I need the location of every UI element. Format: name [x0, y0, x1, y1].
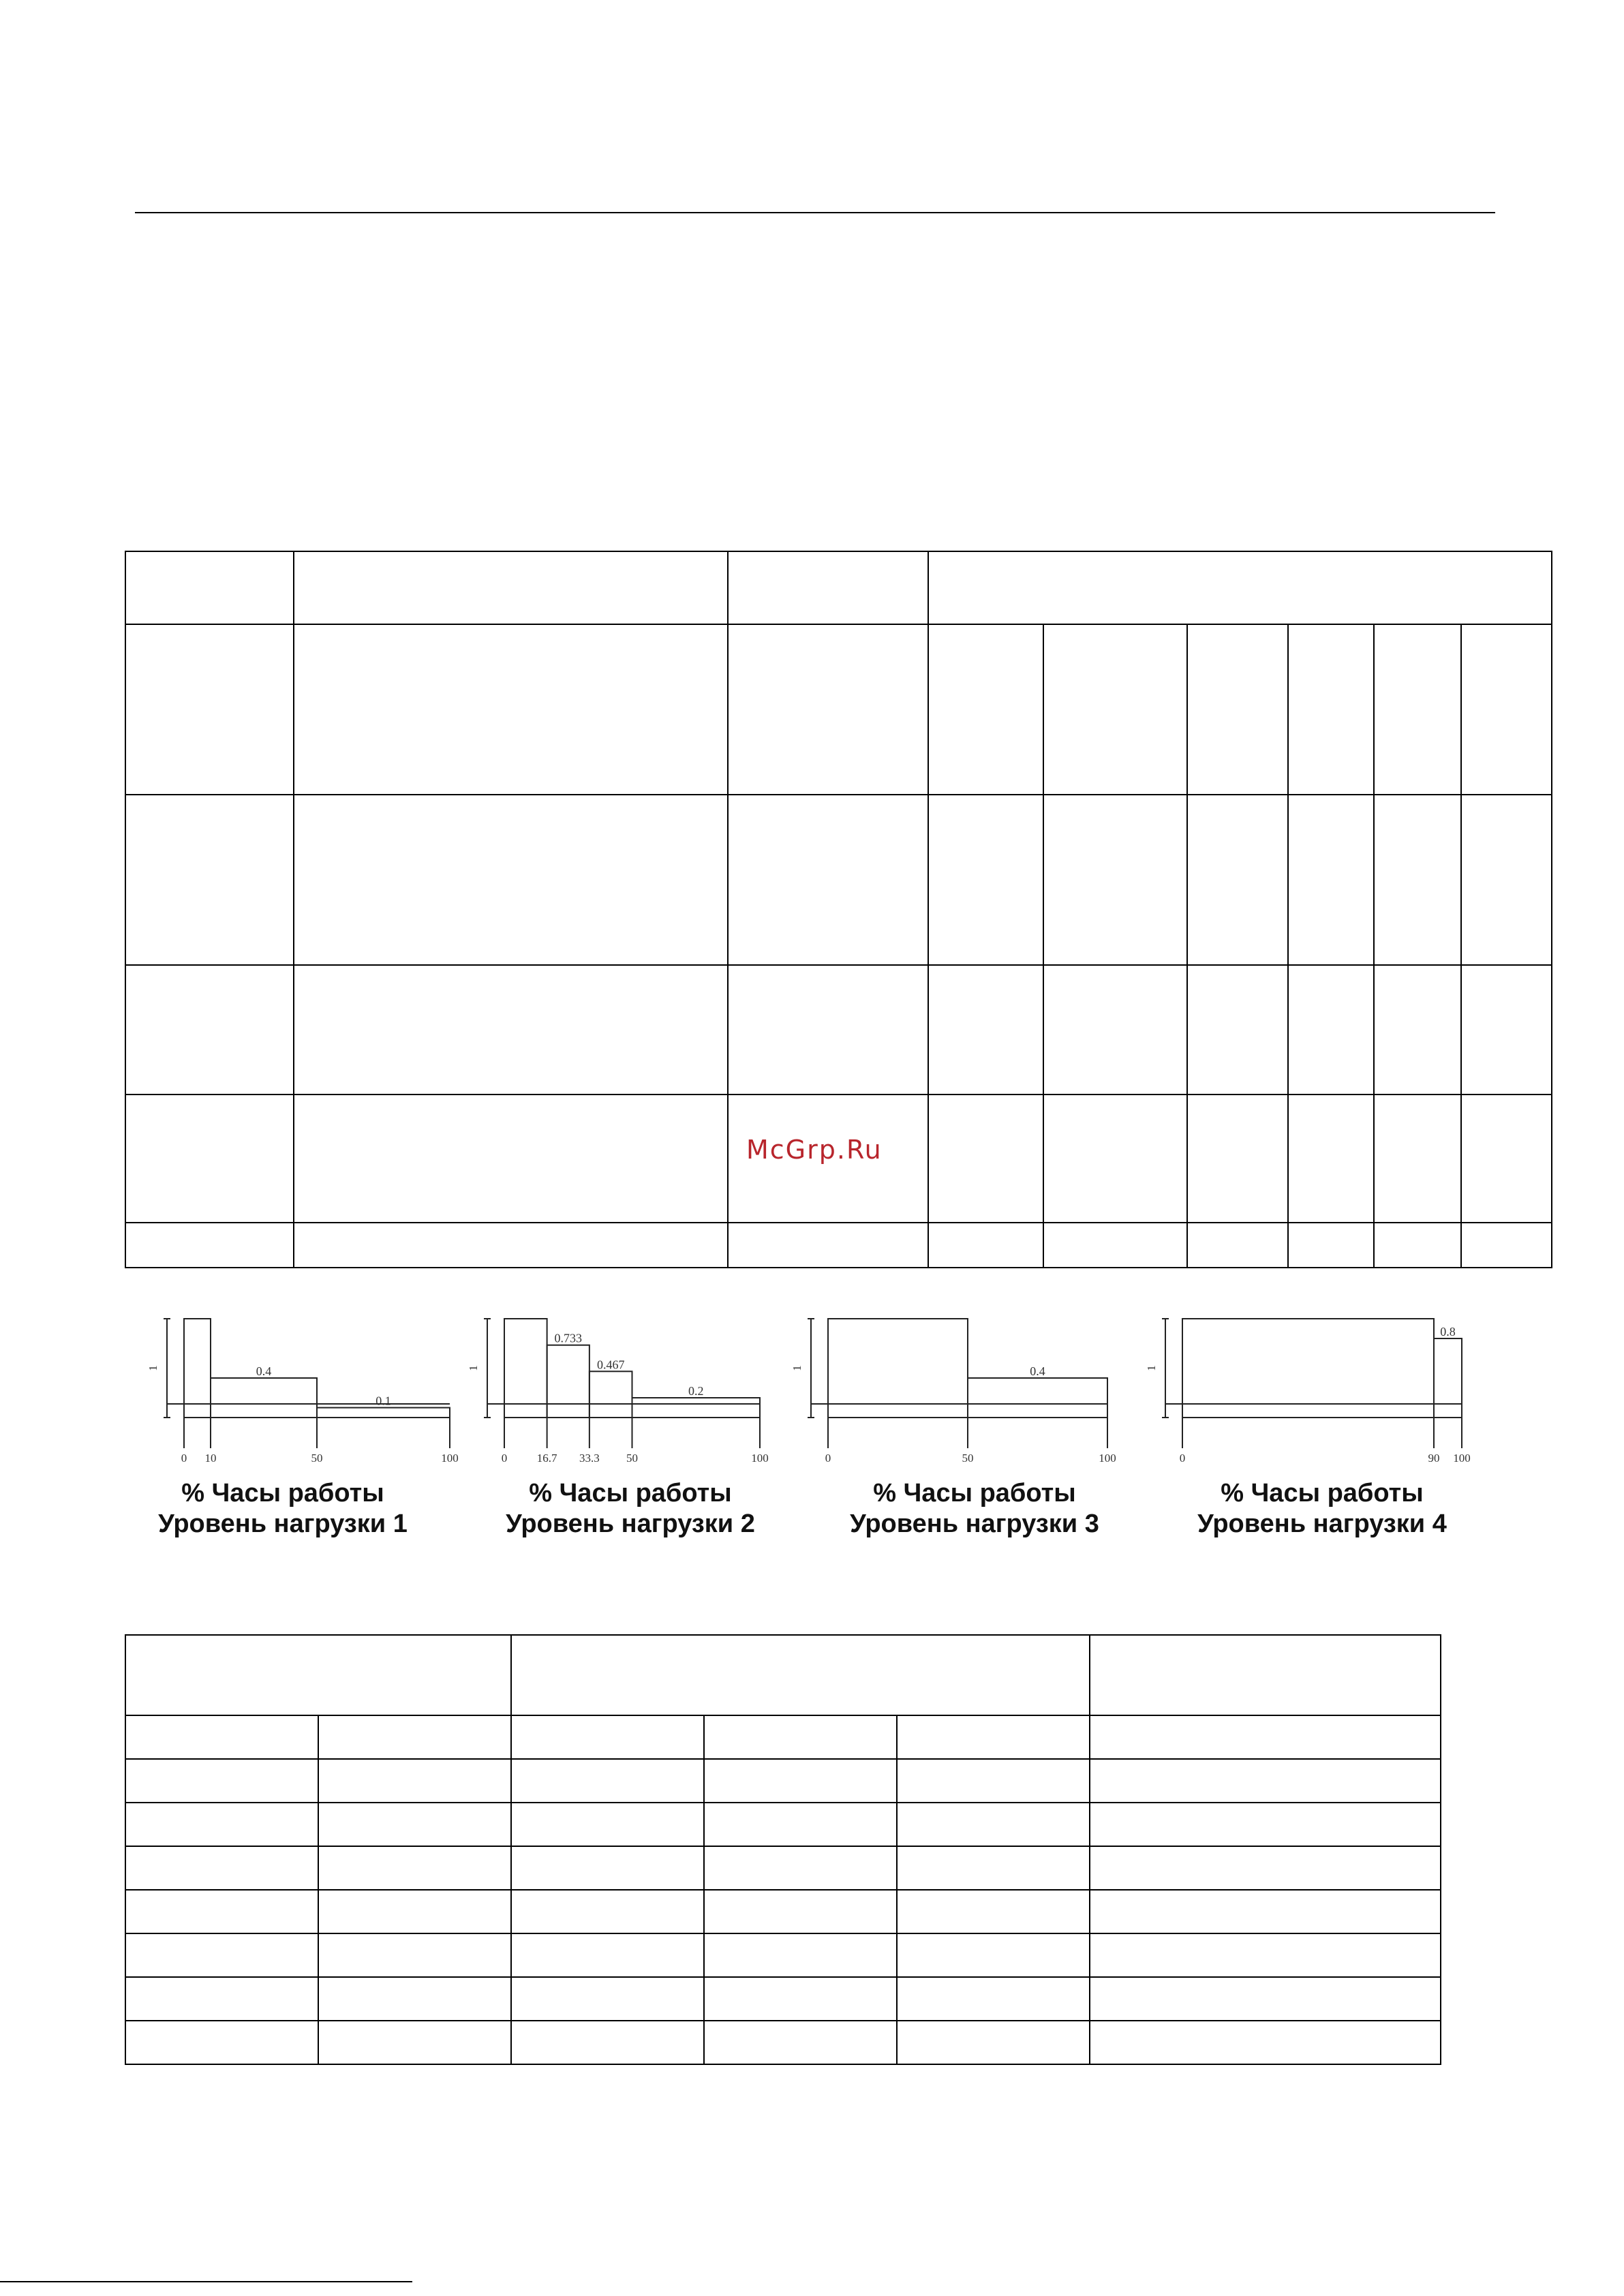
- table-cell: [704, 1803, 897, 1846]
- table-cell: [125, 551, 294, 624]
- table-cell: [1374, 624, 1461, 795]
- x-tick-label: 0: [825, 1452, 831, 1465]
- load-profile-charts: [112, 1298, 1496, 1550]
- x-tick-label: 90: [1428, 1452, 1440, 1465]
- table-cell: [294, 795, 728, 965]
- table-cell: [125, 624, 294, 795]
- data-label: 0.8: [1440, 1325, 1456, 1338]
- table-cell: [1090, 1803, 1441, 1846]
- x-tick-label: 10: [204, 1452, 217, 1465]
- x-tick-label: 33.3: [579, 1452, 600, 1465]
- table-cell: [1374, 1095, 1461, 1223]
- y-axis-label: 1: [1145, 1365, 1158, 1371]
- table-row: [125, 1846, 1441, 1890]
- x-tick-label: 0: [501, 1452, 508, 1465]
- table-cell: [318, 1846, 511, 1890]
- table-cell: [125, 795, 294, 965]
- table-row: [125, 1635, 1441, 1715]
- table-cell: [125, 2021, 318, 2064]
- table-cell: [125, 1635, 511, 1715]
- footnote-rule: [0, 2281, 412, 2282]
- table-row: [125, 1759, 1441, 1803]
- table-row: [125, 965, 1552, 1095]
- table-cell: [125, 1803, 318, 1846]
- table-cell: [928, 1095, 1043, 1223]
- x-tick-label: 50: [311, 1452, 323, 1465]
- table-cell: [125, 1890, 318, 1933]
- load-step-bar: [184, 1319, 211, 1418]
- chart-caption-hours: % Часы работы: [181, 1479, 384, 1507]
- table-cell: [125, 965, 294, 1095]
- table-cell: [1043, 795, 1187, 965]
- chart-caption-load-level: Уровень нагрузки 4: [1197, 1510, 1447, 1538]
- table-cell: [728, 795, 928, 965]
- table-cell: [318, 1803, 511, 1846]
- table-cell: [728, 965, 928, 1095]
- table-cell: [1090, 1890, 1441, 1933]
- load-step-bar: [828, 1319, 968, 1418]
- table-cell: [1043, 965, 1187, 1095]
- table-cell: [1374, 965, 1461, 1095]
- data-label: 0.4: [256, 1364, 272, 1378]
- table-cell: [511, 1803, 704, 1846]
- table-cell: [1461, 624, 1552, 795]
- table-cell: [318, 1933, 511, 1977]
- table-cell: [1043, 1223, 1187, 1268]
- x-tick-label: 100: [1099, 1452, 1116, 1465]
- data-label: 0.1: [376, 1394, 391, 1408]
- table-cell: [1461, 1223, 1552, 1268]
- chart-caption-hours: % Часы работы: [529, 1479, 732, 1507]
- table-cell: [1288, 965, 1374, 1095]
- load-step-bar: [211, 1378, 317, 1418]
- table-cell: [511, 2021, 704, 2064]
- table-cell: [704, 1715, 897, 1759]
- table-cell: [511, 1759, 704, 1803]
- watermark: McGrp.Ru: [746, 1135, 883, 1165]
- table-cell: [1187, 965, 1288, 1095]
- table-cell: [511, 1715, 704, 1759]
- table-row: [125, 2021, 1441, 2064]
- table-cell: [125, 1223, 294, 1268]
- table-cell: [728, 624, 928, 795]
- header-rule: [135, 212, 1495, 213]
- table-cell: [125, 1095, 294, 1223]
- table-cell: [728, 1223, 928, 1268]
- table-cell: [928, 965, 1043, 1095]
- table-cell: [511, 1933, 704, 1977]
- y-axis-label: 1: [147, 1365, 159, 1371]
- x-tick-label: 100: [441, 1452, 459, 1465]
- table-cell: [125, 1933, 318, 1977]
- table-cell: [125, 1759, 318, 1803]
- table-cell: [1288, 795, 1374, 965]
- table-row: [125, 1803, 1441, 1846]
- table-cell: [1090, 1759, 1441, 1803]
- table-row: [125, 1933, 1441, 1977]
- table-cell: [125, 1715, 318, 1759]
- table-row: [125, 624, 1552, 795]
- table-cell: [1461, 795, 1552, 965]
- table-cell: [897, 1803, 1090, 1846]
- table-cell: [897, 1933, 1090, 1977]
- table-row: [125, 1715, 1441, 1759]
- table-cell: [511, 1890, 704, 1933]
- load-profile-charts-svg: [112, 1298, 1496, 1550]
- table-cell: [1288, 624, 1374, 795]
- table-cell: [1043, 624, 1187, 795]
- table-cell: [1288, 1095, 1374, 1223]
- x-tick-label: 50: [962, 1452, 974, 1465]
- table-cell: [511, 1635, 1090, 1715]
- table-cell: [294, 1223, 728, 1268]
- table-row: [125, 1223, 1552, 1268]
- y-axis-label: 1: [791, 1365, 803, 1371]
- table-cell: [1043, 1095, 1187, 1223]
- table-row: [125, 551, 1552, 624]
- load-step-bar: [1434, 1338, 1462, 1418]
- data-label: 0.733: [554, 1331, 582, 1345]
- table-cell: [704, 1933, 897, 1977]
- table-cell: [1090, 1933, 1441, 1977]
- table-cell: [318, 1715, 511, 1759]
- data-label: 0.4: [1030, 1364, 1045, 1378]
- x-tick-label: 50: [626, 1452, 638, 1465]
- table-cell: [897, 2021, 1090, 2064]
- table-cell: [1461, 1095, 1552, 1223]
- table-cell: [1187, 795, 1288, 965]
- table-cell: [704, 1890, 897, 1933]
- table-cell: [704, 1759, 897, 1803]
- table-cell: [704, 1846, 897, 1890]
- table-row: [125, 1977, 1441, 2021]
- table-cell: [1187, 624, 1288, 795]
- table-cell: [511, 1977, 704, 2021]
- load-step-bar: [1182, 1319, 1434, 1418]
- table-row: [125, 1890, 1441, 1933]
- table-cell: [1288, 1223, 1374, 1268]
- table-cell: [318, 1977, 511, 2021]
- table-cell: [1187, 1095, 1288, 1223]
- load-step-bar: [968, 1378, 1107, 1418]
- table-cell: [1374, 795, 1461, 965]
- table-cell: [897, 1715, 1090, 1759]
- load-step-bar: [504, 1319, 547, 1418]
- x-tick-label: 0: [1179, 1452, 1186, 1465]
- table-cell: [1090, 1715, 1441, 1759]
- table-cell: [125, 1977, 318, 2021]
- x-tick-label: 100: [751, 1452, 769, 1465]
- table-cell: [1461, 965, 1552, 1095]
- table-cell: [294, 551, 728, 624]
- chart-caption-load-level: Уровень нагрузки 2: [506, 1510, 755, 1538]
- table-cell: [897, 1846, 1090, 1890]
- table-cell: [897, 1890, 1090, 1933]
- table-cell: [897, 1759, 1090, 1803]
- table-cell: [928, 795, 1043, 965]
- x-tick-label: 16.7: [536, 1452, 557, 1465]
- table-cell: [318, 1890, 511, 1933]
- load-step-bar: [547, 1345, 589, 1418]
- table-cell: [897, 1977, 1090, 2021]
- load-step-bar: [632, 1398, 761, 1418]
- table-cell: [1090, 2021, 1441, 2064]
- chart-caption-hours: % Часы работы: [873, 1479, 1076, 1507]
- table-cell: [1187, 1223, 1288, 1268]
- table-cell: [928, 624, 1043, 795]
- y-axis-label: 1: [467, 1365, 480, 1371]
- table-cell: [1090, 1635, 1441, 1715]
- load-step-bar: [317, 1408, 450, 1418]
- table-cell: [704, 1977, 897, 2021]
- table-cell: [704, 2021, 897, 2064]
- table-cell: [928, 1223, 1043, 1268]
- lower-table: [125, 1634, 1441, 2065]
- x-tick-label: 100: [1453, 1452, 1471, 1465]
- chart-caption-load-level: Уровень нагрузки 3: [850, 1510, 1099, 1538]
- load-step-bar: [589, 1371, 632, 1418]
- table-cell: [1090, 1977, 1441, 2021]
- table-cell: [318, 2021, 511, 2064]
- table-cell: [125, 1846, 318, 1890]
- table-row: [125, 795, 1552, 965]
- table-cell: [1090, 1846, 1441, 1890]
- chart-caption-load-level: Уровень нагрузки 1: [158, 1510, 408, 1538]
- table-cell: [511, 1846, 704, 1890]
- table-cell: [294, 624, 728, 795]
- table-cell: [318, 1759, 511, 1803]
- data-label: 0.467: [596, 1358, 625, 1372]
- table-cell: [728, 551, 928, 624]
- table-cell: [294, 1095, 728, 1223]
- chart-caption-hours: % Часы работы: [1221, 1479, 1424, 1507]
- x-tick-label: 0: [181, 1452, 187, 1465]
- table-cell: [1374, 1223, 1461, 1268]
- table-cell: [294, 965, 728, 1095]
- table-cell: [928, 551, 1552, 624]
- data-label: 0.2: [688, 1384, 704, 1398]
